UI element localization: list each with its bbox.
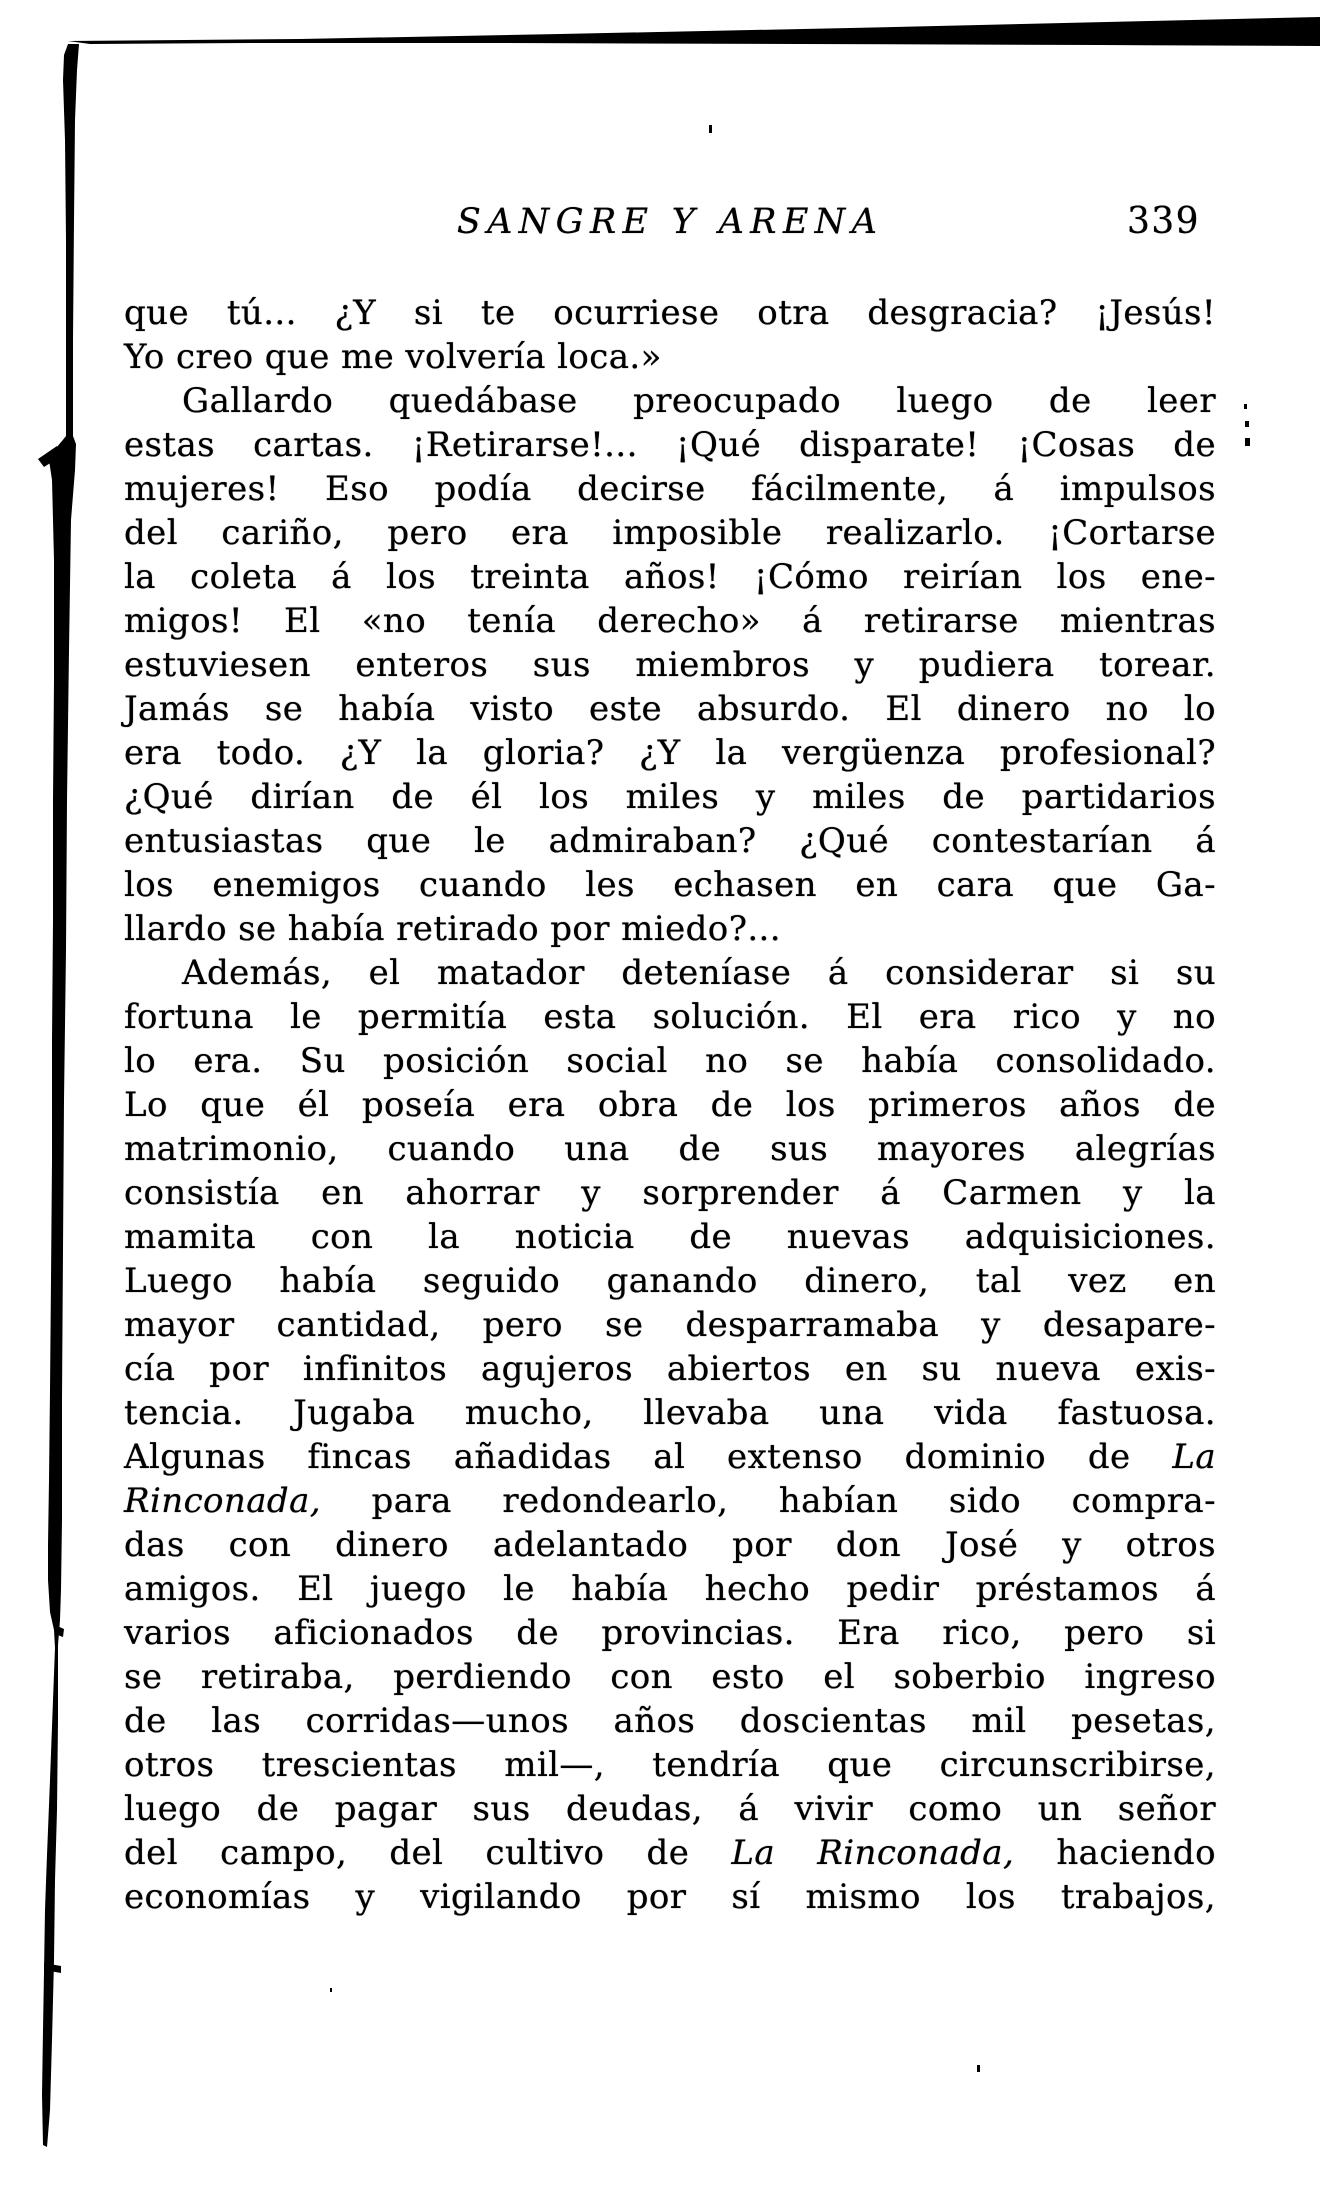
text-line: del cariño, pero era imposible realizarlo. ¡Cortarse — [124, 513, 1216, 553]
text-line: mamita con la noticia de nuevas adquisiciones. — [124, 1217, 1216, 1257]
ink-speck — [709, 125, 712, 133]
text-line: Yo creo que me volvería loca.» — [124, 337, 662, 377]
text-line: la coleta á los treinta años! ¡Cómo reirían los ene- — [124, 557, 1216, 597]
ink-speck — [1244, 404, 1247, 409]
text-line: amigos. El juego le había hecho pedir préstamos á — [124, 1569, 1216, 1609]
text-line: se retiraba, perdiendo con esto el soberbio ingreso — [124, 1657, 1216, 1697]
text-line: Lo que él poseía era obra de los primeros años de — [124, 1085, 1216, 1125]
running-head-title: SANGRE Y ARENA — [456, 202, 884, 242]
text-line: era todo. ¿Y la gloria? ¿Y la vergüenza profesional? — [124, 733, 1216, 773]
text-line: de las corridas—unos años doscientas mil pesetas, — [124, 1701, 1216, 1741]
text-line: llardo se había retirado por miedo?... — [124, 909, 781, 949]
ink-speck — [977, 2065, 980, 2072]
text-line: lo era. Su posición social no se había consolidado. — [124, 1041, 1216, 1081]
ink-speck — [1245, 438, 1250, 446]
text-line: otros trescientas mil—, tendría que circunscribirse, — [124, 1745, 1216, 1785]
text-line: migos! El «no tenía derecho» á retirarse mientras — [124, 601, 1216, 641]
left-binding-bar — [42, 44, 79, 2147]
text-line: los enemigos cuando les echasen en cara que Ga- — [124, 865, 1216, 905]
text-line: ¿Qué dirían de él los miles y miles de partidarios — [124, 777, 1216, 817]
text-line: Rinconada, para redondearlo, habían sido compra- — [124, 1481, 1216, 1521]
text-line: Gallardo quedábase preocupado luego de leer — [182, 381, 1216, 421]
text-line: estas cartas. ¡Retirarse!... ¡Qué disparate! ¡Cosas de — [124, 425, 1216, 465]
binding-bar-tick — [44, 1963, 61, 1973]
top-edge-ink-band — [68, 17, 1320, 46]
text-line: Algunas fincas añadidas al extenso dominio de La — [124, 1437, 1216, 1477]
text-line: das con dinero adelantado por don José y otros — [124, 1525, 1216, 1565]
body-text — [124, 291, 1216, 1919]
text-line: mujeres! Eso podía decirse fácilmente, á impulsos — [124, 469, 1216, 509]
text-line: Además, el matador deteníase á considerar si su — [182, 953, 1216, 993]
text-line: fortuna le permitía esta solución. El era rico y no — [124, 997, 1216, 1037]
running-head — [124, 196, 1216, 248]
text-line: del campo, del cultivo de La Rinconada, haciendo — [124, 1833, 1216, 1873]
text-line: entusiastas que le admiraban? ¿Qué contestarían á — [124, 821, 1216, 861]
text-line: Jamás se había visto este absurdo. El dinero no lo — [124, 689, 1216, 729]
text-line: cía por infinitos agujeros abiertos en su nueva exis- — [124, 1349, 1216, 1389]
ink-speck — [1245, 421, 1249, 427]
text-line: tencia. Jugaba mucho, llevaba una vida fastuosa. — [124, 1393, 1216, 1433]
binding-bar-hook — [55, 1625, 64, 1637]
ink-speck — [330, 1988, 332, 1992]
text-line: consistía en ahorrar y sorprender á Carmen y la — [124, 1173, 1216, 1213]
binding-bar-spur — [38, 446, 60, 467]
text-line: mayor cantidad, pero se desparramaba y desapare- — [124, 1305, 1216, 1345]
text-line: matrimonio, cuando una de sus mayores alegrías — [124, 1129, 1216, 1169]
text-line: economías y vigilando por sí mismo los trabajos, — [124, 1877, 1216, 1917]
page-number: 339 — [1126, 201, 1200, 242]
text-line: estuviesen enteros sus miembros y pudiera torear. — [124, 645, 1216, 685]
text-line: luego de pagar sus deudas, á vivir como un señor — [124, 1789, 1216, 1829]
text-line: que tú... ¿Y si te ocurriese otra desgracia? ¡Jesús! — [124, 293, 1216, 333]
text-line: Luego había seguido ganando dinero, tal vez en — [124, 1261, 1216, 1301]
text-line: varios aficionados de provincias. Era rico, pero si — [124, 1613, 1216, 1653]
